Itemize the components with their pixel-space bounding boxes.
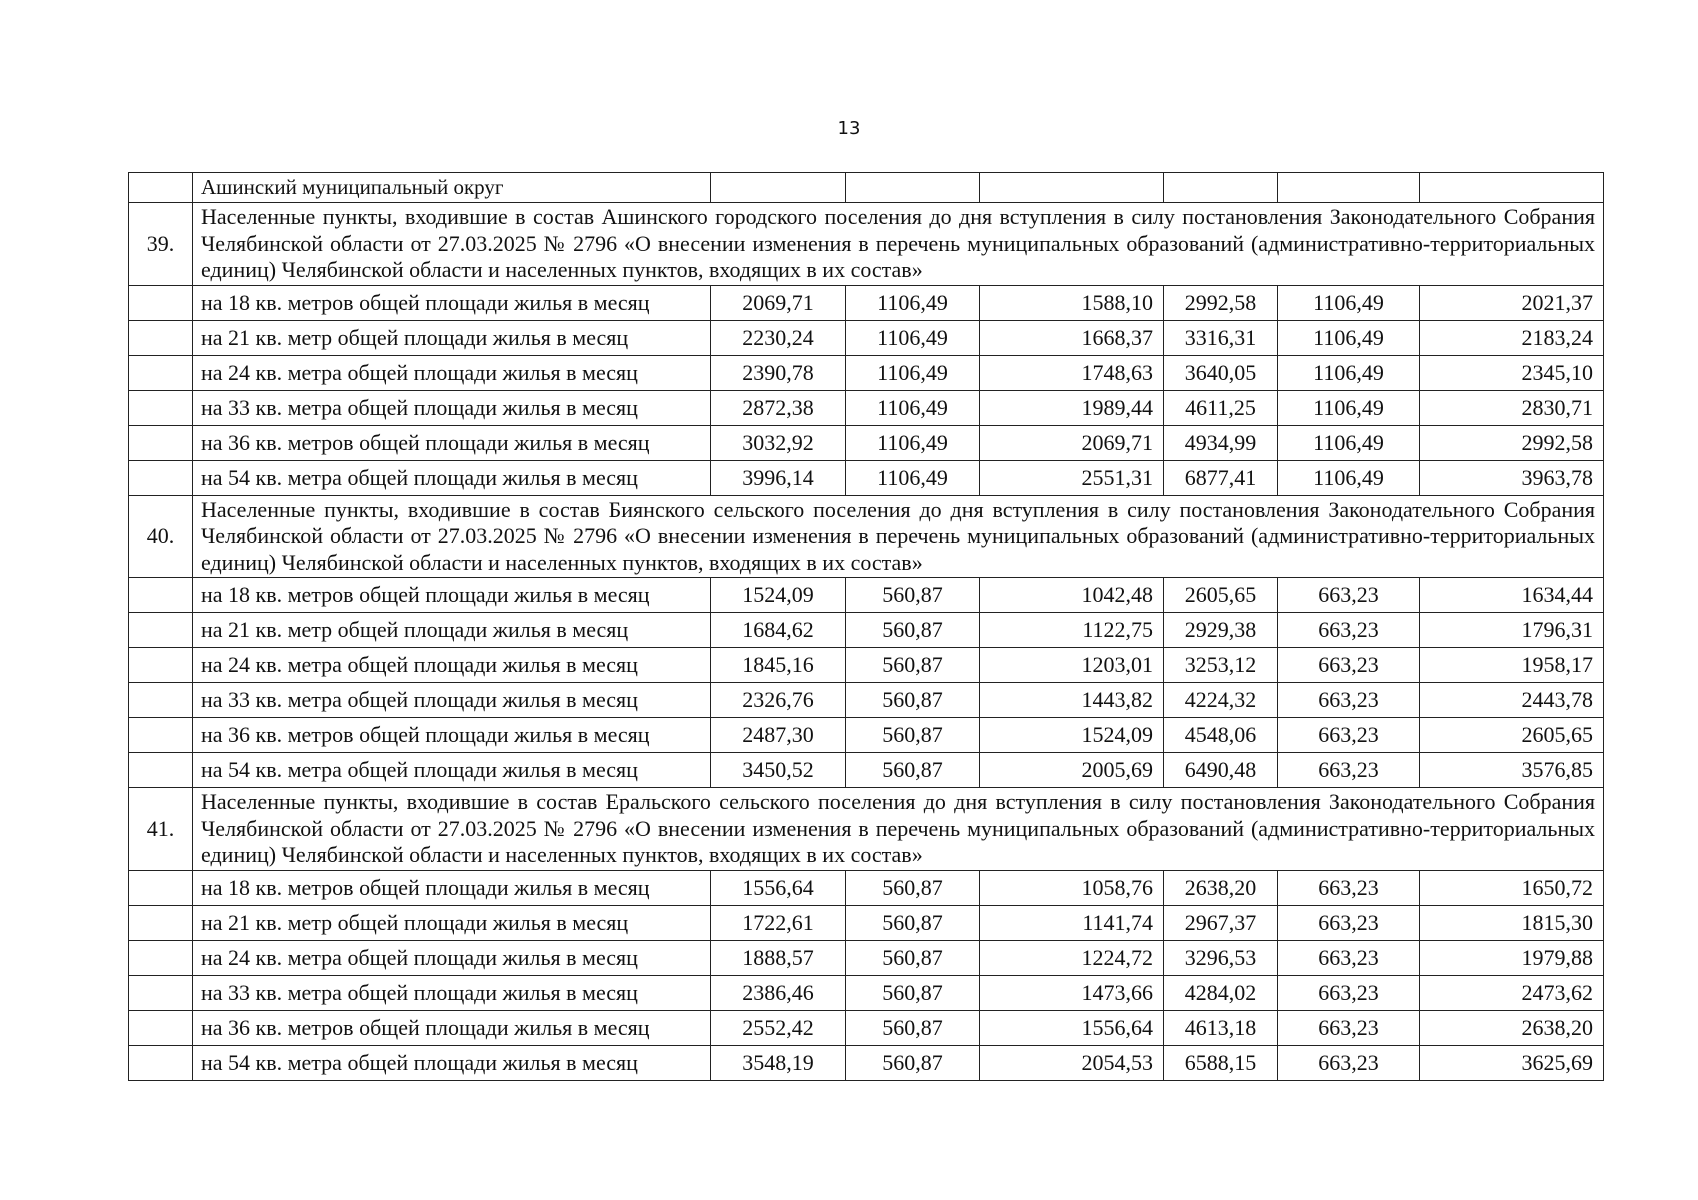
value-cell: 6877,41: [1164, 460, 1278, 495]
row-label: на 54 кв. метра общей площади жилья в месяц: [193, 1045, 711, 1080]
row-label: на 18 кв. метров общей площади жилья в месяц: [193, 285, 711, 320]
group-number: 39.: [129, 203, 193, 286]
value-cell: 663,23: [1278, 870, 1420, 905]
value-cell: 1106,49: [1278, 460, 1420, 495]
empty-cell: [129, 683, 193, 718]
group-row: [129, 495, 1604, 578]
group-number: 41.: [129, 788, 193, 871]
value-cell: 663,23: [1278, 683, 1420, 718]
value-cell: 1684,62: [711, 613, 846, 648]
empty-cell: [711, 173, 846, 203]
row-label: на 21 кв. метр общей площади жилья в месяц: [193, 905, 711, 940]
value-cell: 560,87: [846, 870, 980, 905]
value-cell: 1796,31: [1420, 613, 1604, 648]
empty-cell: [129, 355, 193, 390]
value-cell: 663,23: [1278, 648, 1420, 683]
value-cell: 2443,78: [1420, 683, 1604, 718]
row-label: на 36 кв. метров общей площади жилья в месяц: [193, 718, 711, 753]
value-cell: 1058,76: [980, 870, 1164, 905]
table-row: [129, 425, 1604, 460]
table-row: [129, 320, 1604, 355]
table-row: [129, 870, 1604, 905]
table-row: [129, 905, 1604, 940]
empty-cell: [129, 285, 193, 320]
value-cell: 1042,48: [980, 578, 1164, 613]
empty-cell: [129, 940, 193, 975]
value-cell: 2830,71: [1420, 390, 1604, 425]
empty-cell: [846, 173, 980, 203]
value-cell: 560,87: [846, 975, 980, 1010]
value-cell: 2005,69: [980, 753, 1164, 788]
value-cell: 560,87: [846, 683, 980, 718]
row-label: на 36 кв. метров общей площади жилья в месяц: [193, 1010, 711, 1045]
value-cell: 1815,30: [1420, 905, 1604, 940]
value-cell: 2929,38: [1164, 613, 1278, 648]
value-cell: 3253,12: [1164, 648, 1278, 683]
tariff-table: [128, 172, 1604, 1081]
row-label: на 21 кв. метр общей площади жилья в месяц: [193, 320, 711, 355]
value-cell: 560,87: [846, 940, 980, 975]
value-cell: 560,87: [846, 1010, 980, 1045]
value-cell: 1473,66: [980, 975, 1164, 1010]
value-cell: 2230,24: [711, 320, 846, 355]
group-row: [129, 788, 1604, 871]
value-cell: 2054,53: [980, 1045, 1164, 1080]
value-cell: 2487,30: [711, 718, 846, 753]
table-row: [129, 718, 1604, 753]
value-cell: 1443,82: [980, 683, 1164, 718]
value-cell: 1106,49: [1278, 425, 1420, 460]
value-cell: 1203,01: [980, 648, 1164, 683]
table-row: [129, 683, 1604, 718]
value-cell: 1588,10: [980, 285, 1164, 320]
value-cell: 663,23: [1278, 613, 1420, 648]
value-cell: 3032,92: [711, 425, 846, 460]
value-cell: 3548,19: [711, 1045, 846, 1080]
value-cell: 1888,57: [711, 940, 846, 975]
table-row: [129, 975, 1604, 1010]
value-cell: 2386,46: [711, 975, 846, 1010]
value-cell: 4611,25: [1164, 390, 1278, 425]
page-number: 13: [837, 118, 861, 139]
empty-cell: [1164, 173, 1278, 203]
row-label: на 24 кв. метра общей площади жилья в месяц: [193, 940, 711, 975]
value-cell: 1106,49: [846, 460, 980, 495]
value-cell: 1106,49: [846, 320, 980, 355]
value-cell: 663,23: [1278, 940, 1420, 975]
value-cell: 2326,76: [711, 683, 846, 718]
value-cell: 663,23: [1278, 1010, 1420, 1045]
value-cell: 560,87: [846, 613, 980, 648]
value-cell: 1106,49: [846, 285, 980, 320]
group-description: Населенные пункты, входившие в состав Ашинского городского поселения до дня вступления в силу постановления Законодательного Собрания Челябинской области от 27.03.2025 № 2796 «О внесении изменения в перечень муниципальных образований (административно-территориальных единиц) Челябинской области и населенных пунктов, входящих в их состав»: [193, 203, 1604, 286]
empty-cell: [129, 425, 193, 460]
row-label: на 21 кв. метр общей площади жилья в месяц: [193, 613, 711, 648]
value-cell: 1106,49: [846, 425, 980, 460]
value-cell: 1958,17: [1420, 648, 1604, 683]
value-cell: 3316,31: [1164, 320, 1278, 355]
group-description: Населенные пункты, входившие в состав Еральского сельского поселения до дня вступления в силу постановления Законодательного Собрания Челябинской области от 27.03.2025 № 2796 «О внесении изменения в перечень муниципальных образований (административно-территориальных единиц) Челябинской области и населенных пунктов, входящих в их состав»: [193, 788, 1604, 871]
empty-cell: [129, 718, 193, 753]
value-cell: 663,23: [1278, 975, 1420, 1010]
group-description: Населенные пункты, входившие в состав Биянского сельского поселения до дня вступления в силу постановления Законодательного Собрания Челябинской области от 27.03.2025 № 2796 «О внесении изменения в перечень муниципальных образований (административно-территориальных единиц) Челябинской области и населенных пунктов, входящих в их состав»: [193, 495, 1604, 578]
value-cell: 2992,58: [1420, 425, 1604, 460]
value-cell: 1989,44: [980, 390, 1164, 425]
value-cell: 2345,10: [1420, 355, 1604, 390]
value-cell: 2605,65: [1164, 578, 1278, 613]
value-cell: 4548,06: [1164, 718, 1278, 753]
value-cell: 1556,64: [980, 1010, 1164, 1045]
value-cell: 1106,49: [1278, 355, 1420, 390]
value-cell: 1106,49: [846, 390, 980, 425]
row-label: на 33 кв. метра общей площади жилья в месяц: [193, 683, 711, 718]
table-row: [129, 1045, 1604, 1080]
value-cell: 1224,72: [980, 940, 1164, 975]
value-cell: 1106,49: [1278, 390, 1420, 425]
value-cell: 663,23: [1278, 753, 1420, 788]
group-row: [129, 203, 1604, 286]
table-row: [129, 648, 1604, 683]
empty-cell: [129, 578, 193, 613]
row-label: на 33 кв. метра общей площади жилья в месяц: [193, 390, 711, 425]
value-cell: 2638,20: [1164, 870, 1278, 905]
value-cell: 2552,42: [711, 1010, 846, 1045]
value-cell: 1845,16: [711, 648, 846, 683]
value-cell: 2992,58: [1164, 285, 1278, 320]
value-cell: 3640,05: [1164, 355, 1278, 390]
value-cell: 3963,78: [1420, 460, 1604, 495]
district-name: Ашинский муниципальный округ: [193, 173, 711, 203]
empty-cell: [129, 975, 193, 1010]
value-cell: 3576,85: [1420, 753, 1604, 788]
value-cell: 560,87: [846, 578, 980, 613]
empty-cell: [129, 1010, 193, 1045]
group-number: 40.: [129, 495, 193, 578]
value-cell: 3625,69: [1420, 1045, 1604, 1080]
value-cell: 1106,49: [1278, 320, 1420, 355]
value-cell: 1106,49: [846, 355, 980, 390]
value-cell: 663,23: [1278, 578, 1420, 613]
value-cell: 1141,74: [980, 905, 1164, 940]
value-cell: 6588,15: [1164, 1045, 1278, 1080]
value-cell: 1106,49: [1278, 285, 1420, 320]
table-row: [129, 753, 1604, 788]
value-cell: 2021,37: [1420, 285, 1604, 320]
value-cell: 560,87: [846, 718, 980, 753]
empty-cell: [129, 320, 193, 355]
value-cell: 1979,88: [1420, 940, 1604, 975]
table-row: [129, 578, 1604, 613]
row-label: на 33 кв. метра общей площади жилья в месяц: [193, 975, 711, 1010]
empty-cell: [129, 648, 193, 683]
row-label: на 54 кв. метра общей площади жилья в месяц: [193, 753, 711, 788]
district-header-row: [129, 173, 1604, 203]
row-label: на 18 кв. метров общей площади жилья в месяц: [193, 578, 711, 613]
empty-cell: [1420, 173, 1604, 203]
value-cell: 1634,44: [1420, 578, 1604, 613]
row-label: на 18 кв. метров общей площади жилья в месяц: [193, 870, 711, 905]
table-row: [129, 390, 1604, 425]
value-cell: 4284,02: [1164, 975, 1278, 1010]
empty-cell: [129, 870, 193, 905]
value-cell: 560,87: [846, 1045, 980, 1080]
value-cell: 2605,65: [1420, 718, 1604, 753]
value-cell: 1122,75: [980, 613, 1164, 648]
value-cell: 2390,78: [711, 355, 846, 390]
table-row: [129, 285, 1604, 320]
table-body: [129, 173, 1604, 1081]
empty-cell: [129, 905, 193, 940]
value-cell: 2183,24: [1420, 320, 1604, 355]
value-cell: 4613,18: [1164, 1010, 1278, 1045]
value-cell: 4224,32: [1164, 683, 1278, 718]
table-row: [129, 613, 1604, 648]
value-cell: 2551,31: [980, 460, 1164, 495]
value-cell: 2069,71: [711, 285, 846, 320]
value-cell: 2967,37: [1164, 905, 1278, 940]
empty-cell: [980, 173, 1164, 203]
table-row: [129, 355, 1604, 390]
value-cell: 560,87: [846, 753, 980, 788]
empty-cell: [129, 460, 193, 495]
value-cell: 1722,61: [711, 905, 846, 940]
value-cell: 1556,64: [711, 870, 846, 905]
value-cell: 1668,37: [980, 320, 1164, 355]
value-cell: 1650,72: [1420, 870, 1604, 905]
empty-cell: [129, 613, 193, 648]
value-cell: 3996,14: [711, 460, 846, 495]
value-cell: 3450,52: [711, 753, 846, 788]
value-cell: 560,87: [846, 648, 980, 683]
value-cell: 560,87: [846, 905, 980, 940]
value-cell: 4934,99: [1164, 425, 1278, 460]
value-cell: 663,23: [1278, 718, 1420, 753]
value-cell: 1524,09: [980, 718, 1164, 753]
row-label: на 54 кв. метра общей площади жилья в месяц: [193, 460, 711, 495]
value-cell: 2872,38: [711, 390, 846, 425]
value-cell: 6490,48: [1164, 753, 1278, 788]
empty-cell: [129, 173, 193, 203]
value-cell: 1748,63: [980, 355, 1164, 390]
empty-cell: [129, 753, 193, 788]
empty-cell: [1278, 173, 1420, 203]
table-row: [129, 460, 1604, 495]
table-row: [129, 1010, 1604, 1045]
value-cell: 2069,71: [980, 425, 1164, 460]
value-cell: 663,23: [1278, 1045, 1420, 1080]
row-label: на 36 кв. метров общей площади жилья в месяц: [193, 425, 711, 460]
value-cell: 3296,53: [1164, 940, 1278, 975]
row-label: на 24 кв. метра общей площади жилья в месяц: [193, 355, 711, 390]
empty-cell: [129, 390, 193, 425]
row-label: на 24 кв. метра общей площади жилья в месяц: [193, 648, 711, 683]
value-cell: 2638,20: [1420, 1010, 1604, 1045]
value-cell: 663,23: [1278, 905, 1420, 940]
table-row: [129, 940, 1604, 975]
value-cell: 1524,09: [711, 578, 846, 613]
empty-cell: [129, 1045, 193, 1080]
value-cell: 2473,62: [1420, 975, 1604, 1010]
